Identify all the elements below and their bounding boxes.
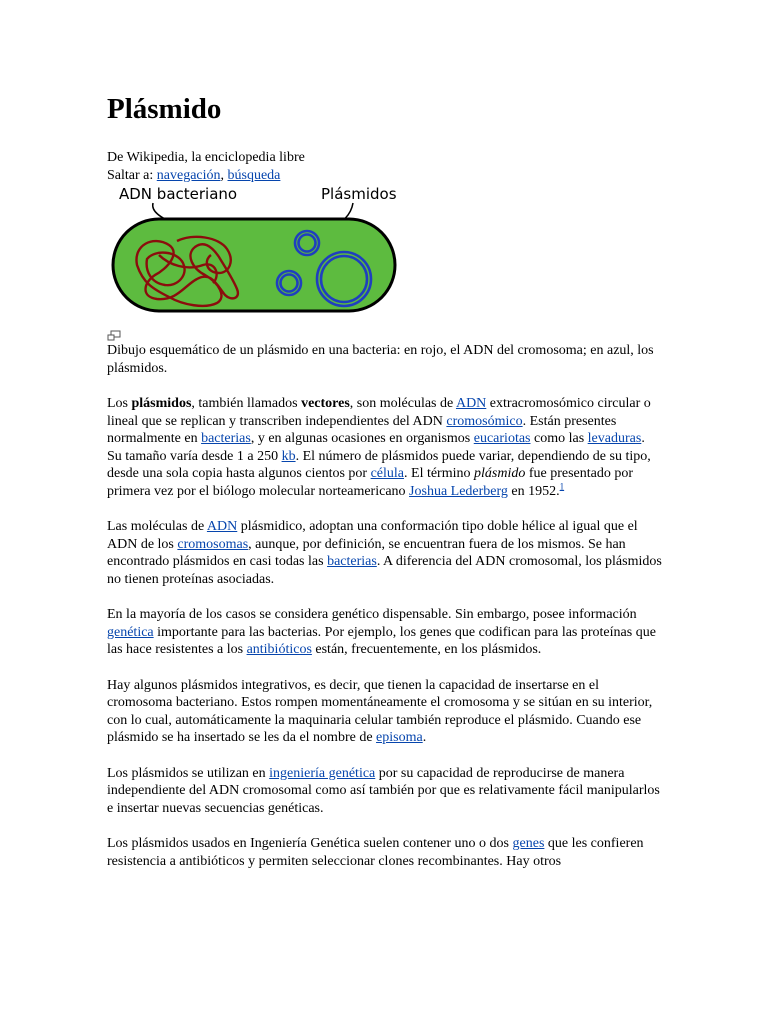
link-genes[interactable]: genes (512, 836, 545, 851)
p1-text: . Su tamaño varía desde 1 a 250 (107, 431, 645, 464)
p1-text: . Están presentes normalmente en (107, 413, 617, 446)
enlarge-icon[interactable] (107, 330, 121, 342)
link-cromosomas[interactable]: cromosomas (177, 536, 249, 552)
figure-caption: Dibujo esquemático de un plásmido en una bacteria: en rojo, el ADN del cromosoma; en azul, los plásmidos. (107, 343, 654, 376)
link-kb[interactable]: kb (281, 448, 296, 464)
footnote-ref-1[interactable]: 1 (559, 480, 565, 491)
label-bacterial-dna: ADN bacteriano (119, 185, 238, 203)
link-adn[interactable]: ADN (206, 519, 238, 534)
p1-text: Los (107, 396, 132, 411)
p3-text: En la mayoría de los casos se considera genético dispensable. Sin embargo, posee información (107, 607, 637, 622)
p2-text: . A diferencia del ADN cromosomal, los plásmidos no tienen proteínas asociadas. (107, 554, 662, 587)
link-episoma[interactable]: episoma (376, 730, 423, 745)
link-adn[interactable]: ADN (455, 396, 487, 411)
link-joshua-lederberg[interactable]: Joshua Lederberg (409, 483, 508, 499)
p1-text: fue presentado por primera vez por el biólogo molecular norteamericano (107, 466, 634, 499)
paragraph-3 (107, 606, 663, 659)
link-celula[interactable]: célula (370, 466, 405, 481)
p4-text: . (422, 730, 427, 745)
p1-text: . El número de plásmidos puede variar, dependiendo de su tipo, desde una sola copia hasta algunos cientos por (107, 448, 651, 481)
p1-text: . El término (404, 466, 475, 481)
jump-search-link[interactable]: búsqueda (227, 167, 281, 183)
p1-text: , y en algunas ocasiones en organismos (250, 431, 474, 446)
p5-text: Los plásmidos se utilizan en (107, 765, 270, 781)
plasmid-figure[interactable] (107, 185, 407, 325)
p2-text: , aunque, por definición, se encuentran fuera de los mismos. Se han encontrado plásmidos en casi todas las (107, 536, 626, 569)
paragraph-5 (107, 765, 663, 818)
paragraph-1 (107, 395, 663, 500)
jump-links (107, 167, 667, 185)
p4-text: Hay algunos plásmidos integrativos, es decir, que tienen la capacidad de insertarse en el cromosoma bacteriano. Estos rompen momentáneamente el cromosoma y se sitúan en su interior, con lo cual, automáticamente la maquinaria celular también reproduce el plásmido. Cuando ese plásmido se ha insertado se les da el nombre de (107, 677, 653, 745)
link-bacterias[interactable]: bacterias (201, 431, 251, 446)
paragraph-2 (107, 518, 663, 588)
link-bacterias[interactable]: bacterias (327, 554, 377, 569)
link-ingenieria-genetica[interactable]: ingeniería genética (269, 765, 376, 781)
term-plasmids: plásmidos (131, 396, 192, 411)
p3-text: importante para las bacterias. Por ejemplo, los genes que codifican para las proteínas que las hace resistentes a los (107, 624, 656, 657)
link-levaduras[interactable]: levaduras (587, 431, 642, 446)
plasmid-diagram (107, 185, 407, 325)
site-subtitle: De Wikipedia, la enciclopedia libre (107, 150, 305, 165)
article (107, 90, 667, 870)
link-antibioticos[interactable]: antibióticos (246, 642, 312, 657)
p2-text: Las moléculas de (107, 519, 207, 534)
paragraph-6 (107, 835, 663, 870)
jump-prefix: Saltar a: (107, 167, 157, 183)
jump-separator: , (220, 167, 228, 183)
p5-text: por su capacidad de reproducirse de manera independiente del ADN cromosomal como así también por que es relativamente fácil manipularlos e insertar nuevas secuencias genéticas. (107, 765, 660, 816)
p1-text: , son moléculas de (349, 396, 456, 411)
jump-navigation-link[interactable]: navegación (156, 167, 221, 183)
link-genetica[interactable]: genética (107, 624, 154, 640)
article-meta (107, 149, 667, 184)
p1-text: como las (530, 431, 588, 446)
p1-text: , también llamados (191, 396, 302, 411)
p2-text: plásmidico, adoptan una conformación tipo doble hélice al igual que el ADN de los (107, 519, 638, 552)
link-cromosomico[interactable]: cromosómico (446, 413, 523, 429)
p6-text: Los plásmidos usados en Ingeniería Genética suelen contener uno o dos (107, 836, 513, 851)
p6-text: que les confieren resistencia a antibióticos y permiten seleccionar clones recombinantes. Hay otros (107, 836, 644, 869)
bacterial-cell (113, 219, 395, 311)
p3-text: están, frecuentemente, en los plásmidos. (311, 642, 542, 657)
page-title: Plásmido (107, 93, 222, 125)
paragraph-4 (107, 677, 663, 747)
term-plasmido: plásmido (474, 466, 526, 481)
link-eucariotas[interactable]: eucariotas (473, 431, 531, 446)
term-vectors: vectores (301, 396, 350, 411)
label-plasmids: Plásmidos (321, 185, 397, 203)
p1-text: extracromosómico circular o lineal que se replican y transcriben independientes del ADN (107, 396, 651, 429)
p1-text: en 1952. (507, 483, 560, 499)
